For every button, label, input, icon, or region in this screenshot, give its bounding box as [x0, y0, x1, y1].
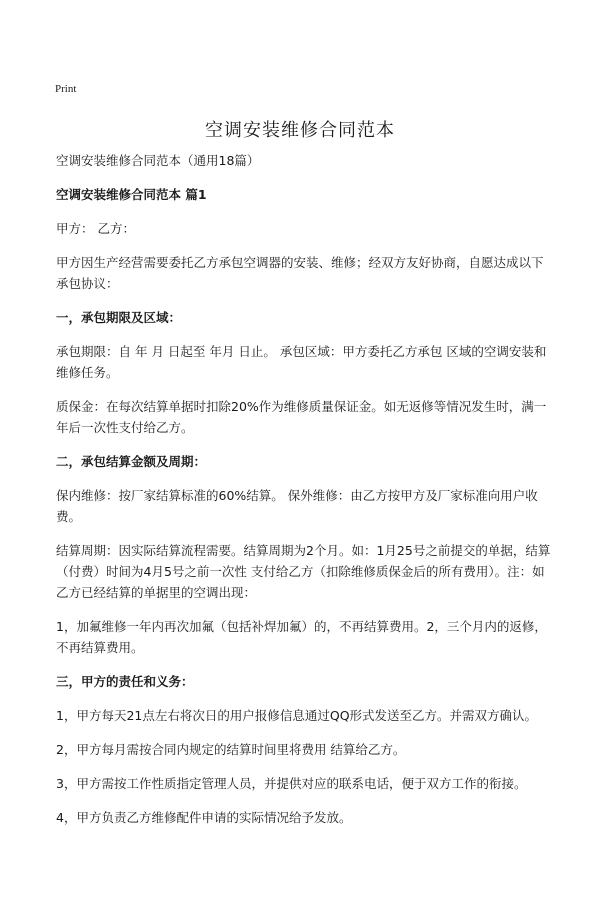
paragraph-exclusions: 1，加氟维修一年内再次加氟（包括补焊加氟）的，不再结算费用。2，三个月内的返修，不再结算费用。 [56, 619, 547, 655]
paragraph-intro: 甲方因生产经营需要委托乙方承包空调器的安装、维修；经双方友好协商，自愿达成以下承包协议： [56, 255, 544, 291]
section-heading-party-a-duties: 三，甲方的责任和义务： [56, 674, 194, 689]
section-heading-settlement: 二，承包结算金额及周期： [56, 454, 207, 469]
paragraph-settlement-period: 结算周期：因实际结算流程需要。结算周期为2个月。如：1月25号之前提交的单据，结算（付费）时间为4月5号之前一次性 支付给乙方（扣除维修质保金后的所有费用）。注：如乙方已经结算的单据里的空调出现： [56, 543, 551, 600]
paragraph-duty-3: 3，甲方需按工作性质指定管理人员，并提供对应的联系电话，便于双方工作的衔接。 [56, 776, 527, 791]
document-body [56, 150, 552, 841]
section-heading-article1: 空调安装维修合同范本 篇1 [56, 187, 207, 202]
paragraph-parties: 甲方： 乙方： [56, 221, 135, 236]
document-title: 空调安装维修合同范本 [205, 120, 395, 141]
paragraph-term: 承包期限：自 年 月 日起至 年月 日止。 承包区域：甲方委托乙方承包 区域的空调安装和维修任务。 [56, 344, 547, 380]
paragraph-warranty: 保内维修：按厂家结算标准的60%结算。 保外维修：由乙方按甲方及厂家标准向用户收费。 [56, 488, 538, 524]
section-heading-term: 一，承包期限及区域： [56, 310, 182, 325]
print-label: Print [55, 83, 77, 95]
paragraph-duty-2: 2，甲方每月需按合同内规定的结算时间里将费用 结算给乙方。 [56, 742, 406, 757]
paragraph-duty-1: 1，甲方每天21点左右将次日的用户报修信息通过QQ形式发送至乙方。并需双方确认。 [56, 708, 538, 723]
paragraph-duty-4: 4，甲方负责乙方维修配件申请的实际情况给予发放。 [56, 810, 352, 825]
paragraph-deposit: 质保金：在每次结算单据时扣除20%作为维修质量保证金。如无返修等情况发生时，满一年后一次性支付给乙方。 [56, 399, 547, 435]
paragraph-subtitle: 空调安装维修合同范本（通用18篇） [56, 153, 260, 168]
